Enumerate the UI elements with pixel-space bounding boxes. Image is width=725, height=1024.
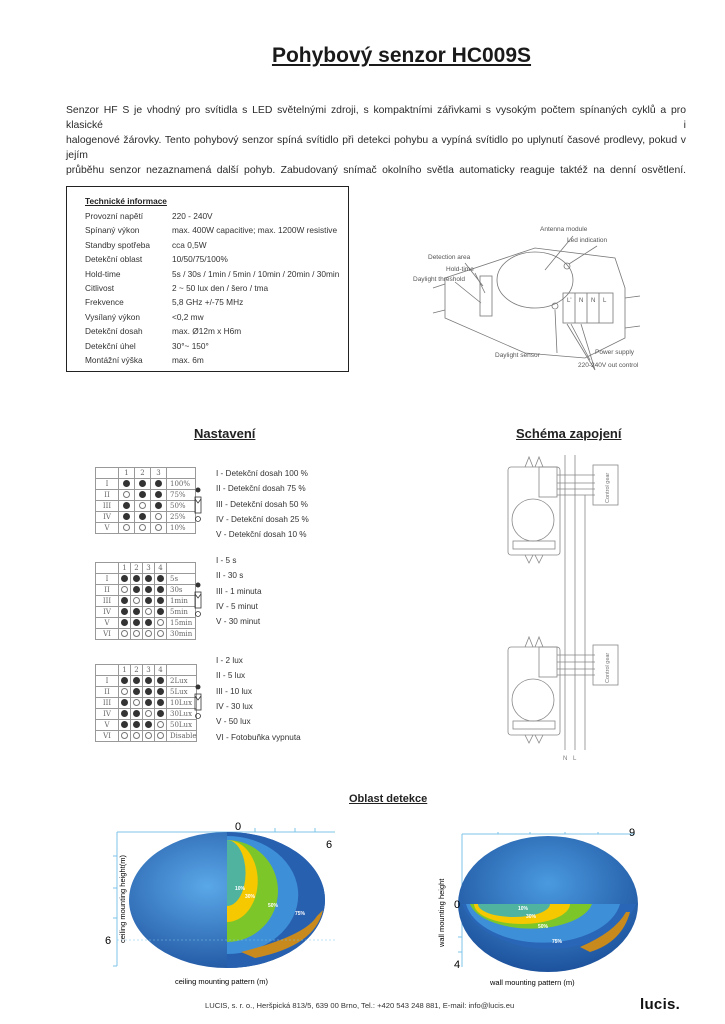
setting-row	[96, 607, 196, 618]
dip-on-icon	[145, 586, 152, 593]
dip-off-icon	[145, 608, 152, 615]
tech-value: 5s / 30s / 1min / 5min / 10min / 20min / 30min	[172, 268, 340, 279]
dip-on-icon	[155, 502, 162, 509]
setting-row	[96, 676, 197, 687]
dip-off-icon	[139, 502, 146, 509]
col-header: 4	[155, 563, 167, 574]
pct-label: 75%	[552, 939, 563, 945]
dip-on-icon	[145, 575, 152, 582]
setting-row	[96, 512, 196, 523]
axis-bottom: 4	[454, 959, 461, 971]
tech-value: <0,2 mw	[172, 311, 204, 322]
tech-key: Detekční dosah	[85, 326, 143, 337]
row-value: 2Lux	[167, 676, 197, 687]
dip-off-icon	[133, 732, 140, 739]
legend-item: V - 30 minut	[216, 617, 261, 627]
terminal-label: L	[603, 298, 607, 304]
dip-on-icon	[133, 688, 140, 695]
nastaveni-heading: Nastavení	[194, 426, 256, 441]
dip-on-icon	[145, 677, 152, 684]
dip-on-icon	[157, 608, 164, 615]
row-value: 15min	[167, 618, 196, 629]
dip-on-icon	[123, 513, 130, 520]
row-label: II	[96, 687, 119, 698]
pct-label: 30%	[526, 914, 537, 920]
setting-row	[96, 479, 196, 490]
legend-item: V - 50 lux	[216, 717, 251, 727]
tech-row	[85, 211, 213, 221]
tech-key: Montážní výška	[85, 355, 143, 365]
row-value: 5min	[167, 607, 196, 618]
row-label: IV	[96, 512, 119, 523]
dip-on-icon	[157, 710, 164, 717]
dip-on-icon	[157, 586, 164, 593]
tech-row	[85, 240, 207, 250]
ceiling-ylabel: ceiling mounting height(m)	[118, 855, 127, 943]
legend-item: I - 5 s	[216, 556, 237, 565]
label-antenna: Antenna module	[540, 226, 588, 233]
dip-off-icon	[155, 524, 162, 531]
terminal-label: L'	[567, 298, 572, 304]
row-value: Disable	[167, 731, 197, 742]
intro-line: průběhu senzor nezaznamená další pohyb. Zabudovaný snímač okolního světla automaticky reaguje taktéž na denní osvětlení.	[66, 165, 686, 176]
sensor-unit-top	[508, 457, 560, 563]
dip-on-icon	[133, 721, 140, 728]
terminal-label: N	[591, 298, 596, 304]
ceiling-detection-diagram	[105, 818, 345, 990]
row-label: I	[96, 574, 119, 585]
row-value: 75%	[167, 490, 196, 501]
setting-row	[96, 698, 197, 709]
tech-value: 30°~ 150°	[172, 340, 209, 351]
legend-item: VI - Fotobuňka vypnuta	[216, 732, 301, 742]
dip-on-icon	[121, 721, 128, 728]
tech-key: Citlivost	[85, 283, 115, 293]
tech-row	[85, 297, 243, 307]
setting-table	[95, 562, 196, 640]
axis-right: 6	[326, 839, 333, 851]
legend-item: III - 1 minuta	[216, 586, 262, 596]
dip-on-icon	[121, 575, 128, 582]
tech-key: Vysílaný výkon	[85, 311, 141, 322]
row-label: I	[96, 676, 119, 687]
tech-row	[85, 326, 241, 336]
dip-on-icon	[155, 480, 162, 487]
setting-row	[96, 709, 197, 720]
dip-off-icon	[145, 732, 152, 739]
dip-on-icon	[133, 575, 140, 582]
intro-line: Senzor HF S je vhodný pro svítidla s LED světelnými zdroji, s kompaktními zářivkami s vysokým počtem spínaných cyklů a pro klasické i	[66, 105, 686, 131]
tech-value: max. Ø12m x H6m	[172, 326, 242, 337]
dip-off-icon	[123, 491, 130, 498]
dip-switch-icon	[193, 684, 203, 720]
footer-contact: LUCIS, s. r. o., Heršpická 813/5, 639 00 Brno, Tel.: +420 543 248 881, E-mail: info@lucis.eu	[205, 1001, 515, 1010]
dip-switch-icon	[193, 487, 203, 523]
setting-row	[96, 585, 196, 596]
bottom-label-n: N	[563, 756, 568, 762]
page-title: Pohybový senzor HC009S	[271, 44, 532, 67]
col-header: 2	[131, 563, 143, 574]
dip-off-icon	[157, 630, 164, 637]
dip-off-icon	[121, 688, 128, 695]
legend-item: II - Detekční dosah 75 %	[216, 484, 306, 494]
device-drawing	[385, 218, 660, 373]
pct-label: 10%	[518, 906, 529, 912]
row-label: V	[96, 618, 119, 629]
legend-item: IV - 30 lux	[216, 701, 253, 711]
dip-on-icon	[121, 710, 128, 717]
tech-value: max. 6m	[172, 355, 204, 365]
dip-off-icon	[155, 513, 162, 520]
col-header: 1	[119, 563, 131, 574]
axis-left: 6	[105, 935, 112, 947]
sensor-unit-bottom	[508, 637, 560, 743]
schema-heading: Schéma zapojení	[516, 426, 622, 441]
dip-on-icon	[145, 699, 152, 706]
dip-on-icon	[145, 688, 152, 695]
ceiling-xlabel: ceiling mounting pattern (m)	[175, 977, 268, 986]
antenna-dome	[497, 252, 573, 308]
setting-row	[96, 618, 196, 629]
setting-row	[96, 490, 196, 501]
row-value: 10Lux	[167, 698, 197, 709]
dip-off-icon	[123, 524, 130, 531]
dip-on-icon	[121, 699, 128, 706]
row-value: 100%	[167, 479, 196, 490]
tech-key: Standby spotřeba	[85, 239, 151, 250]
dip-off-icon	[121, 586, 128, 593]
label-detection: Detection area	[428, 254, 471, 261]
tech-key: Detekční úhel	[85, 340, 136, 351]
axis-top: 9	[629, 827, 636, 839]
label-out: 220-240V out control	[578, 362, 639, 369]
tech-value: max. 400W capacitive; max. 1200W resistive	[172, 225, 338, 236]
row-label: I	[96, 479, 119, 490]
tech-row	[85, 312, 204, 322]
legend-item: II - 30 s	[216, 571, 244, 581]
dip-off-icon	[157, 732, 164, 739]
row-label: III	[96, 596, 119, 607]
dip-off-icon	[133, 699, 140, 706]
tech-title: Technické informace	[85, 196, 167, 206]
row-value: 30s	[167, 585, 196, 596]
legend-item: III - 10 lux	[216, 686, 252, 696]
intro-line: halogenové žárovky. Tento pohybový senzor spíná svítidlo při detekci pohybu a vypíná svítidlo po uplynutí časové prodlevy, pokud v jejím	[66, 135, 686, 161]
setting-row	[96, 523, 196, 534]
dip-off-icon	[121, 732, 128, 739]
dip-on-icon	[145, 619, 152, 626]
tech-row	[85, 225, 337, 235]
dip-on-icon	[121, 677, 128, 684]
intro-text	[66, 103, 686, 178]
dip-off-icon	[157, 721, 164, 728]
tech-value: cca 0,5W	[172, 239, 207, 250]
dip-on-icon	[133, 710, 140, 717]
row-label: III	[96, 501, 119, 512]
dip-on-icon	[133, 586, 140, 593]
control-gear-label: Control gear	[605, 652, 611, 683]
setting-row	[96, 629, 196, 640]
axis-top: 0	[235, 821, 242, 833]
dip-on-icon	[133, 619, 140, 626]
dip-on-icon	[145, 597, 152, 604]
value-header	[167, 563, 196, 574]
oblast-heading: Oblast detekce	[349, 793, 428, 805]
row-value: 30min	[167, 629, 196, 640]
dip-on-icon	[123, 502, 130, 509]
tech-key: Frekvence	[85, 297, 124, 308]
tech-row	[85, 341, 209, 351]
bottom-label-l: L	[573, 756, 577, 762]
col-header: 4	[155, 665, 167, 676]
setting-row	[96, 574, 196, 585]
dip-on-icon	[145, 721, 152, 728]
label-daylight-sensor: Daylight sensor	[495, 352, 540, 359]
dip-on-icon	[133, 677, 140, 684]
col-header: 1	[119, 665, 131, 676]
corner-cell	[96, 468, 119, 479]
dip-off-icon	[145, 710, 152, 717]
legend-item: I - Detekční dosah 100 %	[216, 469, 308, 478]
dip-on-icon	[139, 513, 146, 520]
dip-off-icon	[133, 597, 140, 604]
row-label: II	[96, 490, 119, 501]
col-header: 1	[119, 468, 135, 479]
setting-row	[96, 501, 196, 512]
setting-table	[95, 664, 197, 742]
dip-on-icon	[157, 575, 164, 582]
tech-value: 10/50/75/100%	[172, 254, 228, 265]
row-label: IV	[96, 709, 119, 720]
label-led: Led indication	[567, 237, 608, 244]
row-value: 25%	[167, 512, 196, 523]
corner-cell	[96, 563, 119, 574]
row-value: 5Lux	[167, 687, 197, 698]
row-value: 30Lux	[167, 709, 197, 720]
technical-info-box	[66, 186, 349, 372]
row-value: 50Lux	[167, 720, 197, 731]
dip-on-icon	[133, 608, 140, 615]
dip-off-icon	[121, 630, 128, 637]
dip-switch-icon	[193, 582, 203, 618]
legend-item: II - 5 lux	[216, 671, 246, 681]
dip-on-icon	[157, 677, 164, 684]
legend-item: IV - 5 minut	[216, 601, 258, 611]
dip-on-icon	[139, 491, 146, 498]
wall-ylabel: wall mounting height	[437, 878, 446, 947]
lucis-logo: lucis.	[640, 996, 681, 1013]
row-label: VI	[96, 731, 119, 742]
tech-value: 5,8 GHz +/-75 MHz	[172, 297, 244, 308]
axis-zero: 0	[454, 899, 461, 911]
dip-on-icon	[139, 480, 146, 487]
tech-row	[85, 355, 204, 365]
row-label: II	[96, 585, 119, 596]
tech-row	[85, 283, 268, 293]
setting-row	[96, 720, 197, 731]
terminal-label: N	[579, 298, 584, 304]
control-gear-label: Control gear	[605, 472, 611, 503]
device-body	[445, 248, 625, 358]
row-label: VI	[96, 629, 119, 640]
label-power: Power supply	[595, 349, 635, 356]
pct-label: 50%	[268, 903, 279, 909]
tech-key: Detekční oblast	[85, 254, 143, 265]
wall-detection-diagram	[430, 822, 645, 992]
row-value: 5s	[167, 574, 196, 585]
tech-key: Provozní napětí	[85, 211, 144, 221]
dip-off-icon	[139, 524, 146, 531]
dip-on-icon	[121, 608, 128, 615]
legend-item: V - Detekční dosah 10 %	[216, 530, 307, 540]
col-header: 3	[143, 665, 155, 676]
dip-off-icon	[145, 630, 152, 637]
col-header: 3	[143, 563, 155, 574]
dip-on-icon	[157, 597, 164, 604]
dip-switches	[480, 276, 492, 316]
setting-row	[96, 731, 197, 742]
label-daylight-threshold: Daylight threshold	[413, 276, 466, 283]
tech-key: Hold-time	[85, 268, 121, 279]
row-label: IV	[96, 607, 119, 618]
value-header	[167, 468, 196, 479]
wiring-diagram	[505, 455, 625, 765]
tech-value: 220 - 240V	[172, 211, 213, 221]
label-hold: Hold-time	[446, 266, 474, 273]
legend-item: IV - Detekční dosah 25 %	[216, 514, 309, 524]
pct-label: 50%	[538, 924, 549, 930]
legend-item: I - 2 lux	[216, 656, 243, 665]
row-label: III	[96, 698, 119, 709]
tech-value: 2 ~ 50 lux den / šero / tma	[172, 283, 269, 293]
dip-off-icon	[133, 630, 140, 637]
pct-label: 75%	[295, 911, 306, 917]
tech-key: Spínaný výkon	[85, 225, 140, 236]
dip-on-icon	[121, 619, 128, 626]
col-header: 2	[131, 665, 143, 676]
row-value: 1min	[167, 596, 196, 607]
row-value: 10%	[167, 523, 196, 534]
setting-row	[96, 687, 197, 698]
col-header: 3	[151, 468, 167, 479]
setting-row	[96, 596, 196, 607]
dip-on-icon	[121, 597, 128, 604]
pct-label: 30%	[245, 894, 256, 900]
tech-row	[85, 269, 339, 279]
wall-xlabel: wall mounting pattern (m)	[490, 978, 575, 987]
pct-label: 10%	[235, 886, 246, 892]
corner-cell	[96, 665, 119, 676]
row-label: V	[96, 523, 119, 534]
value-header	[167, 665, 197, 676]
dip-off-icon	[157, 619, 164, 626]
tech-row	[85, 254, 228, 264]
dip-on-icon	[157, 688, 164, 695]
dip-on-icon	[123, 480, 130, 487]
row-label: V	[96, 720, 119, 731]
dip-on-icon	[157, 699, 164, 706]
col-header: 2	[135, 468, 151, 479]
row-value: 50%	[167, 501, 196, 512]
setting-table	[95, 467, 196, 534]
dip-on-icon	[155, 491, 162, 498]
legend-item: III - Detekční dosah 50 %	[216, 499, 308, 509]
